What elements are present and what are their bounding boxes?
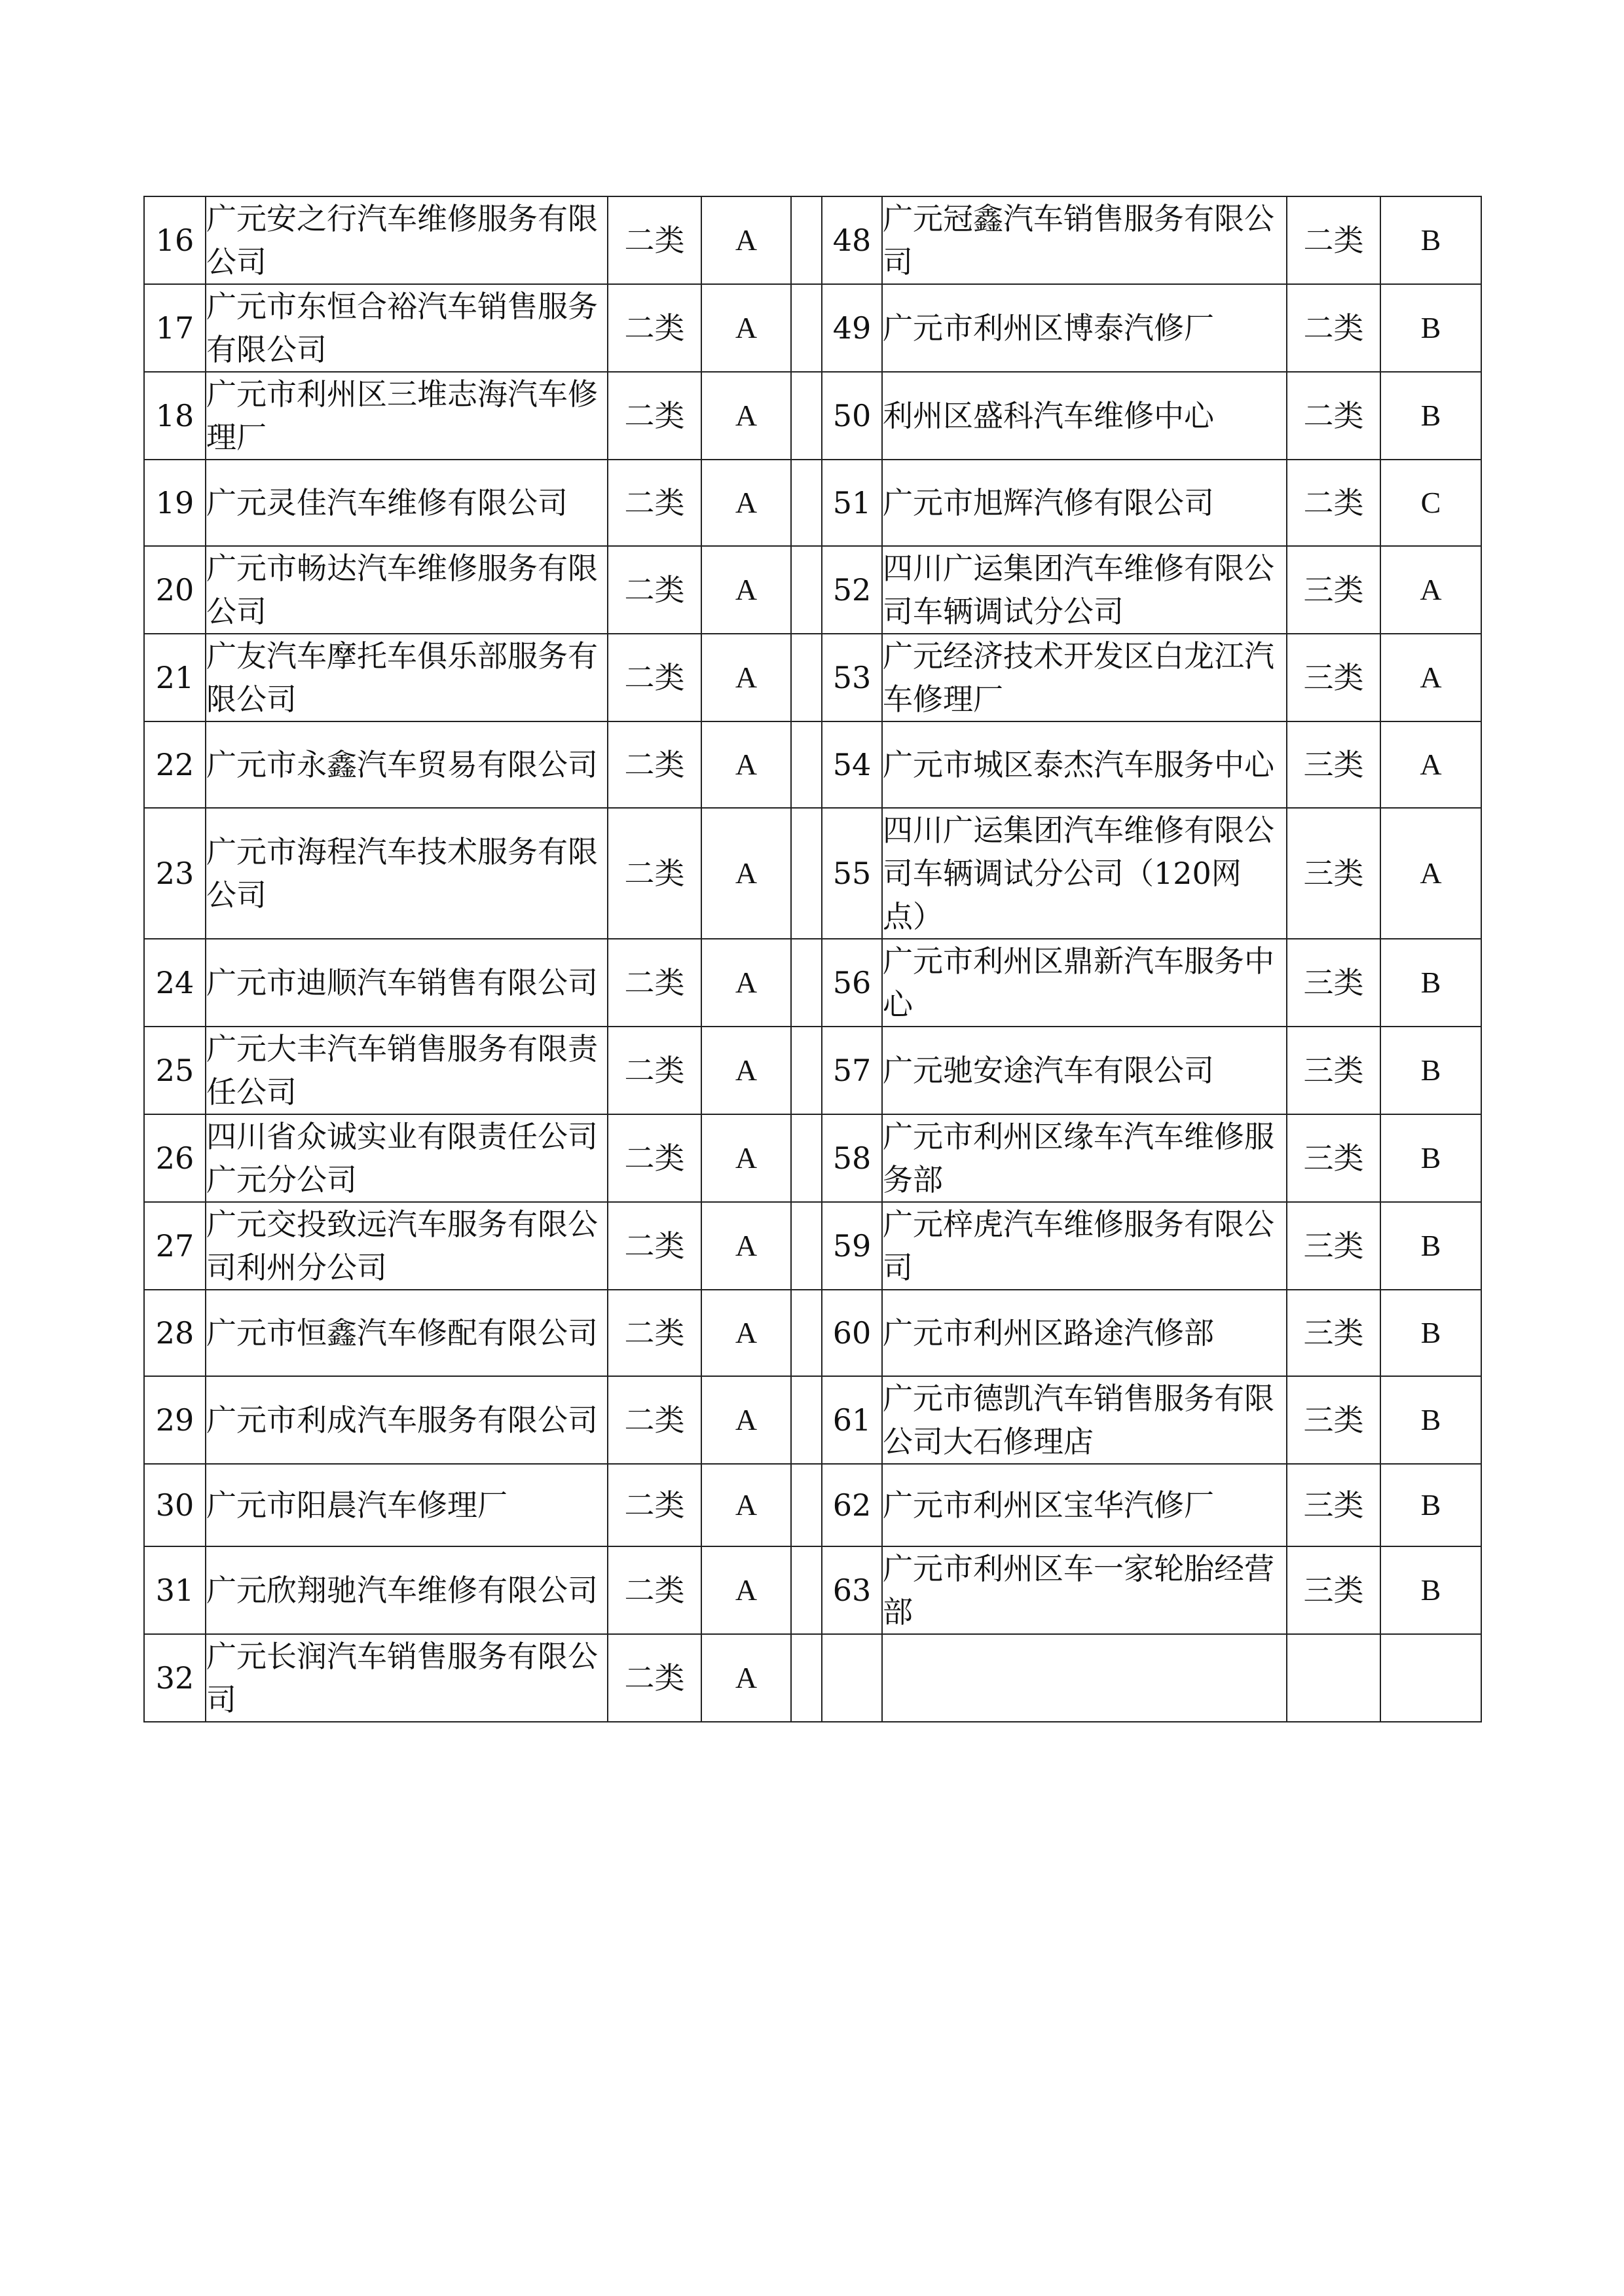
left-no-cell: 24 — [144, 939, 206, 1027]
right-cls-cell: 三类 — [1287, 1114, 1380, 1202]
left-name-cell: 广元欣翔驰汽车维修有限公司 — [206, 1546, 608, 1634]
left-name-cell: 广元市迪顺汽车销售有限公司 — [206, 939, 608, 1027]
right-grade-cell: B — [1380, 1202, 1481, 1290]
right-cls-cell: 三类 — [1287, 939, 1380, 1027]
right-name-cell: 广元梓虎汽车维修服务有限公司 — [882, 1202, 1287, 1290]
right-cls-cell: 三类 — [1287, 634, 1380, 721]
table-row — [144, 1376, 1481, 1464]
left-no-cell: 22 — [144, 721, 206, 808]
right-name-cell: 广元市德凯汽车销售服务有限公司大石修理店 — [882, 1376, 1287, 1464]
right-grade-cell: A — [1380, 808, 1481, 939]
right-no-cell: 60 — [822, 1290, 882, 1376]
left-name-cell: 广友汽车摩托车俱乐部服务有限公司 — [206, 634, 608, 721]
right-cls-cell: 三类 — [1287, 1546, 1380, 1634]
left-grade-cell: A — [701, 1376, 791, 1464]
right-grade-cell: B — [1380, 1114, 1481, 1202]
table-row — [144, 284, 1481, 372]
right-grade-cell: B — [1380, 1464, 1481, 1546]
right-cls-cell: 二类 — [1287, 196, 1380, 284]
column-gap — [791, 939, 822, 1027]
right-no-cell: 54 — [822, 721, 882, 808]
right-name-cell: 广元市城区泰杰汽车服务中心 — [882, 721, 1287, 808]
left-grade-cell: A — [701, 196, 791, 284]
column-gap — [791, 1376, 822, 1464]
left-no-cell: 31 — [144, 1546, 206, 1634]
right-name-cell: 广元驰安途汽车有限公司 — [882, 1027, 1287, 1114]
left-cls-cell: 二类 — [608, 939, 701, 1027]
table-row — [144, 372, 1481, 460]
right-cls-cell: 三类 — [1287, 1202, 1380, 1290]
column-gap — [791, 372, 822, 460]
left-no-cell: 25 — [144, 1027, 206, 1114]
right-cls-cell: 三类 — [1287, 1290, 1380, 1376]
right-name-cell: 广元市利州区缘车汽车维修服务部 — [882, 1114, 1287, 1202]
right-no-cell: 56 — [822, 939, 882, 1027]
left-no-cell: 21 — [144, 634, 206, 721]
right-no-cell: 57 — [822, 1027, 882, 1114]
left-name-cell: 广元安之行汽车维修服务有限公司 — [206, 196, 608, 284]
left-name-cell: 广元灵佳汽车维修有限公司 — [206, 460, 608, 546]
right-name-cell: 广元经济技术开发区白龙江汽车修理厂 — [882, 634, 1287, 721]
left-name-cell: 广元大丰汽车销售服务有限责任公司 — [206, 1027, 608, 1114]
table-row — [144, 1634, 1481, 1722]
right-name-cell: 广元市利州区博泰汽修厂 — [882, 284, 1287, 372]
right-name-cell: 广元冠鑫汽车销售服务有限公司 — [882, 196, 1287, 284]
right-name-cell: 利州区盛科汽车维修中心 — [882, 372, 1287, 460]
column-gap — [791, 721, 822, 808]
table-row — [144, 196, 1481, 284]
left-name-cell: 广元市阳晨汽车修理厂 — [206, 1464, 608, 1546]
table-row — [144, 1027, 1481, 1114]
left-cls-cell: 二类 — [608, 284, 701, 372]
left-grade-cell: A — [701, 1114, 791, 1202]
table-row — [144, 721, 1481, 808]
right-grade-cell: A — [1380, 721, 1481, 808]
column-gap — [791, 1634, 822, 1722]
left-name-cell: 广元市利成汽车服务有限公司 — [206, 1376, 608, 1464]
right-grade-cell: C — [1380, 460, 1481, 546]
right-name-cell: 四川广运集团汽车维修有限公司车辆调试分公司 — [882, 546, 1287, 634]
right-no-cell: 58 — [822, 1114, 882, 1202]
right-cls-cell: 三类 — [1287, 808, 1380, 939]
right-no-cell: 62 — [822, 1464, 882, 1546]
left-cls-cell: 二类 — [608, 1027, 701, 1114]
left-grade-cell: A — [701, 372, 791, 460]
right-no-cell: 55 — [822, 808, 882, 939]
table-body — [144, 196, 1481, 1722]
table-row — [144, 808, 1481, 939]
left-grade-cell: A — [701, 939, 791, 1027]
right-no-cell: 50 — [822, 372, 882, 460]
right-no-cell — [822, 1634, 882, 1722]
left-no-cell: 29 — [144, 1376, 206, 1464]
left-no-cell: 32 — [144, 1634, 206, 1722]
column-gap — [791, 1027, 822, 1114]
left-name-cell: 广元市畅达汽车维修服务有限公司 — [206, 546, 608, 634]
left-cls-cell: 二类 — [608, 808, 701, 939]
column-gap — [791, 1114, 822, 1202]
left-cls-cell: 二类 — [608, 1202, 701, 1290]
right-cls-cell: 三类 — [1287, 721, 1380, 808]
right-name-cell: 广元市利州区鼎新汽车服务中心 — [882, 939, 1287, 1027]
right-cls-cell: 二类 — [1287, 284, 1380, 372]
left-no-cell: 19 — [144, 460, 206, 546]
right-grade-cell: B — [1380, 1027, 1481, 1114]
left-no-cell: 27 — [144, 1202, 206, 1290]
right-cls-cell — [1287, 1634, 1380, 1722]
right-cls-cell: 三类 — [1287, 1464, 1380, 1546]
right-grade-cell: B — [1380, 1376, 1481, 1464]
left-cls-cell: 二类 — [608, 1114, 701, 1202]
right-name-cell: 广元市利州区路途汽修部 — [882, 1290, 1287, 1376]
right-no-cell: 51 — [822, 460, 882, 546]
right-no-cell: 52 — [822, 546, 882, 634]
left-name-cell: 广元市恒鑫汽车修配有限公司 — [206, 1290, 608, 1376]
left-cls-cell: 二类 — [608, 460, 701, 546]
column-gap — [791, 808, 822, 939]
right-cls-cell: 二类 — [1287, 460, 1380, 546]
column-gap — [791, 1546, 822, 1634]
left-cls-cell: 二类 — [608, 1290, 701, 1376]
enterprise-rating-table — [143, 196, 1482, 1722]
table-row — [144, 1202, 1481, 1290]
column-gap — [791, 460, 822, 546]
right-grade-cell: A — [1380, 634, 1481, 721]
left-cls-cell: 二类 — [608, 1634, 701, 1722]
left-grade-cell: A — [701, 1027, 791, 1114]
column-gap — [791, 1202, 822, 1290]
right-grade-cell: B — [1380, 196, 1481, 284]
left-grade-cell: A — [701, 1634, 791, 1722]
right-no-cell: 59 — [822, 1202, 882, 1290]
left-cls-cell: 二类 — [608, 634, 701, 721]
left-grade-cell: A — [701, 634, 791, 721]
left-name-cell: 广元市利州区三堆志海汽车修理厂 — [206, 372, 608, 460]
left-grade-cell: A — [701, 1546, 791, 1634]
left-grade-cell: A — [701, 1202, 791, 1290]
right-grade-cell — [1380, 1634, 1481, 1722]
left-name-cell: 广元市永鑫汽车贸易有限公司 — [206, 721, 608, 808]
left-name-cell: 广元市海程汽车技术服务有限公司 — [206, 808, 608, 939]
left-cls-cell: 二类 — [608, 1546, 701, 1634]
left-no-cell: 18 — [144, 372, 206, 460]
right-cls-cell: 三类 — [1287, 546, 1380, 634]
right-grade-cell: B — [1380, 372, 1481, 460]
left-name-cell: 四川省众诚实业有限责任公司广元分公司 — [206, 1114, 608, 1202]
column-gap — [791, 546, 822, 634]
right-name-cell — [882, 1634, 1287, 1722]
right-grade-cell: B — [1380, 1546, 1481, 1634]
left-grade-cell: A — [701, 1290, 791, 1376]
left-no-cell: 26 — [144, 1114, 206, 1202]
left-cls-cell: 二类 — [608, 196, 701, 284]
left-no-cell: 30 — [144, 1464, 206, 1546]
right-no-cell: 48 — [822, 196, 882, 284]
left-no-cell: 23 — [144, 808, 206, 939]
right-grade-cell: A — [1380, 546, 1481, 634]
right-cls-cell: 三类 — [1287, 1027, 1380, 1114]
right-no-cell: 63 — [822, 1546, 882, 1634]
right-cls-cell: 三类 — [1287, 1376, 1380, 1464]
left-cls-cell: 二类 — [608, 1376, 701, 1464]
left-grade-cell: A — [701, 546, 791, 634]
table-row — [144, 1464, 1481, 1546]
column-gap — [791, 284, 822, 372]
column-gap — [791, 196, 822, 284]
left-name-cell: 广元市东恒合裕汽车销售服务有限公司 — [206, 284, 608, 372]
left-no-cell: 16 — [144, 196, 206, 284]
table-row — [144, 460, 1481, 546]
table-row — [144, 1114, 1481, 1202]
right-name-cell: 广元市利州区车一家轮胎经营部 — [882, 1546, 1287, 1634]
right-grade-cell: B — [1380, 1290, 1481, 1376]
right-no-cell: 49 — [822, 284, 882, 372]
right-grade-cell: B — [1380, 939, 1481, 1027]
left-cls-cell: 二类 — [608, 546, 701, 634]
table-row — [144, 1546, 1481, 1634]
right-grade-cell: B — [1380, 284, 1481, 372]
right-cls-cell: 二类 — [1287, 372, 1380, 460]
right-name-cell: 四川广运集团汽车维修有限公司车辆调试分公司（120网点） — [882, 808, 1287, 939]
left-grade-cell: A — [701, 284, 791, 372]
left-cls-cell: 二类 — [608, 721, 701, 808]
right-no-cell: 61 — [822, 1376, 882, 1464]
right-name-cell: 广元市旭辉汽修有限公司 — [882, 460, 1287, 546]
left-grade-cell: A — [701, 808, 791, 939]
table-row — [144, 634, 1481, 721]
left-cls-cell: 二类 — [608, 1464, 701, 1546]
right-no-cell: 53 — [822, 634, 882, 721]
table-row — [144, 939, 1481, 1027]
left-grade-cell: A — [701, 721, 791, 808]
table-row — [144, 1290, 1481, 1376]
column-gap — [791, 1290, 822, 1376]
left-no-cell: 17 — [144, 284, 206, 372]
table-row — [144, 546, 1481, 634]
left-no-cell: 28 — [144, 1290, 206, 1376]
left-grade-cell: A — [701, 1464, 791, 1546]
left-cls-cell: 二类 — [608, 372, 701, 460]
left-grade-cell: A — [701, 460, 791, 546]
left-name-cell: 广元长润汽车销售服务有限公司 — [206, 1634, 608, 1722]
left-name-cell: 广元交投致远汽车服务有限公司利州分公司 — [206, 1202, 608, 1290]
right-name-cell: 广元市利州区宝华汽修厂 — [882, 1464, 1287, 1546]
left-no-cell: 20 — [144, 546, 206, 634]
column-gap — [791, 1464, 822, 1546]
column-gap — [791, 634, 822, 721]
